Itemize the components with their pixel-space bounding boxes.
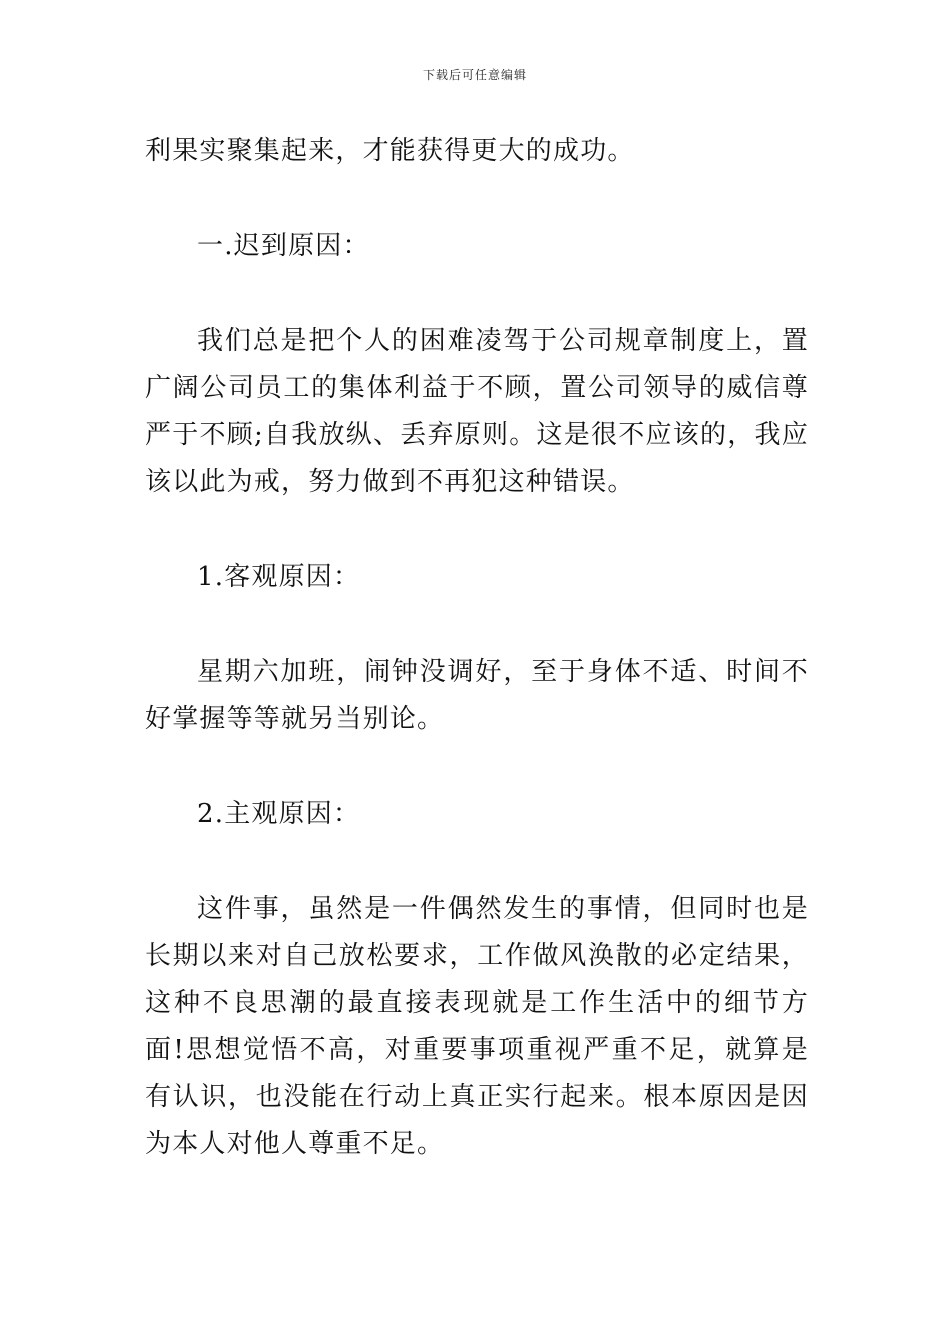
section-heading-lateness-reasons: 一.迟到原因： <box>197 231 370 261</box>
paragraph-subjective-reasons: 这件事，虽然是一件偶然发生的事情，但同时也是长期以来对自己放松要求，工作做风涣散的必定结果，这种不良思潮的最直接表现就是工作生活中的细节方面!思想觉悟不高，对重要事项重视严重不足，就算是有认识，也没能在行动上真正实行起来。根本原因是因为本人对他人尊重不足。 <box>145 894 809 1159</box>
subheading-objective-reasons: 1.客观原因： <box>197 562 361 592</box>
paragraph-reflection: 我们总是把个人的困难凌驾于公司规章制度上，置广阔公司员工的集体利益于不顾，置公司领导的威信尊严于不顾;自我放纵、丢弃原则。这是很不应该的，我应该以此为戒，努力做到不再犯这种错误。 <box>145 326 809 497</box>
document-body <box>145 128 809 1168</box>
paragraph-objective-reasons: 星期六加班，闹钟没调好，至于身体不适、时间不好掌握等等就另当别论。 <box>145 657 809 734</box>
paragraph-continuation: 利果实聚集起来，才能获得更大的成功。 <box>145 136 635 166</box>
subheading-subjective-reasons: 2.主观原因： <box>197 799 361 829</box>
page-header-note: 下载后可任意编辑 <box>422 68 527 82</box>
